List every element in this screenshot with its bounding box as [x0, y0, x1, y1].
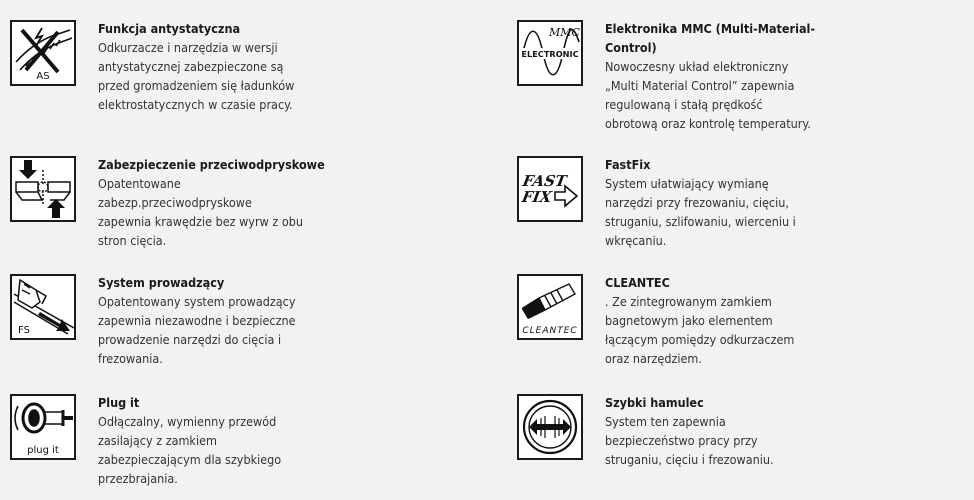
feature-title: CLEANTEC: [605, 275, 670, 290]
feature-description: Opatentowany system prowadzący zapewnia niezawodne i bezpieczne prowadzenie narzędzi do cięcia i frezowania.: [98, 294, 296, 366]
feature-description: Odłączalny, wymienny przewód zasilający z zamkiem zabezpieczającym dla szybkiego przezbrajania.: [98, 414, 282, 486]
icon-caption: plug it: [27, 445, 59, 456]
mmc-electronic-icon: [517, 20, 583, 86]
feature-title: System prowadzący: [98, 275, 225, 290]
feature-quick-brake: [517, 393, 877, 469]
feature-fastfix: [517, 155, 877, 250]
svg-text:FAST: FAST: [521, 172, 568, 190]
feature-description: Nowoczesny układ elektroniczny „Multi Material Control” zapewnia regulowaną i stałą prędkość obrotową oraz kontrolę temperatury.: [605, 59, 811, 131]
feature-title: Szybki hamulec: [605, 395, 704, 410]
cleantec-icon: [517, 274, 583, 340]
feature-title: Funkcja antystatyczna: [98, 21, 241, 36]
feature-mmc-electronic: [517, 19, 877, 133]
feature-plug-it: [10, 393, 370, 488]
antistatic-icon: [10, 20, 76, 86]
feature-cleantec: [517, 273, 877, 368]
quick-brake-icon: [517, 394, 583, 460]
feature-title: FastFix: [605, 157, 651, 172]
guide-rail-icon: [10, 274, 76, 340]
plug-it-icon: [10, 394, 76, 460]
icon-caption: AS: [36, 71, 50, 82]
feature-antistatic: [10, 19, 370, 114]
feature-description: System ułatwiający wymianę narzędzi przy frezowaniu, cięciu, struganiu, szlifowaniu, wierceniu i wkręcaniu.: [605, 176, 796, 248]
feature-description: Odkurzacze i narzędzia w wersji antystatycznej zabezpieczone są przed gromadzeniem się ładunków elektrostatycznych w czasie pracy.: [98, 40, 295, 112]
svg-text:FIX: FIX: [520, 188, 553, 206]
feature-guide-system: [10, 273, 370, 368]
feature-title: Plug it: [98, 395, 140, 410]
feature-title: Elektronika MMC (Multi-Material- Control): [605, 21, 816, 55]
icon-caption: CLEANTEC: [522, 326, 578, 336]
svg-text:MMC: MMC: [549, 26, 580, 39]
splinter-guard-icon: [10, 156, 76, 222]
feature-splinter-guard: [10, 155, 370, 250]
feature-description: Opatentowane zabezp.przeciwodpryskowe zapewnia krawędzie bez wyrw z obu stron cięcia.: [98, 176, 303, 248]
feature-description: System ten zapewnia bezpieczeństwo pracy przy struganiu, cięciu i frezowaniu.: [605, 414, 774, 467]
icon-caption: FS: [18, 325, 30, 336]
svg-text:ELECTRONIC: ELECTRONIC: [521, 49, 579, 59]
fastfix-icon: [517, 156, 583, 222]
feature-title: Zabezpieczenie przeciwodpryskowe: [98, 157, 325, 172]
feature-description: . Ze zintegrowanym zamkiem bagnetowym jako elementem łączącym pomiędzy odkurzaczem oraz narzędziem.: [605, 294, 795, 366]
